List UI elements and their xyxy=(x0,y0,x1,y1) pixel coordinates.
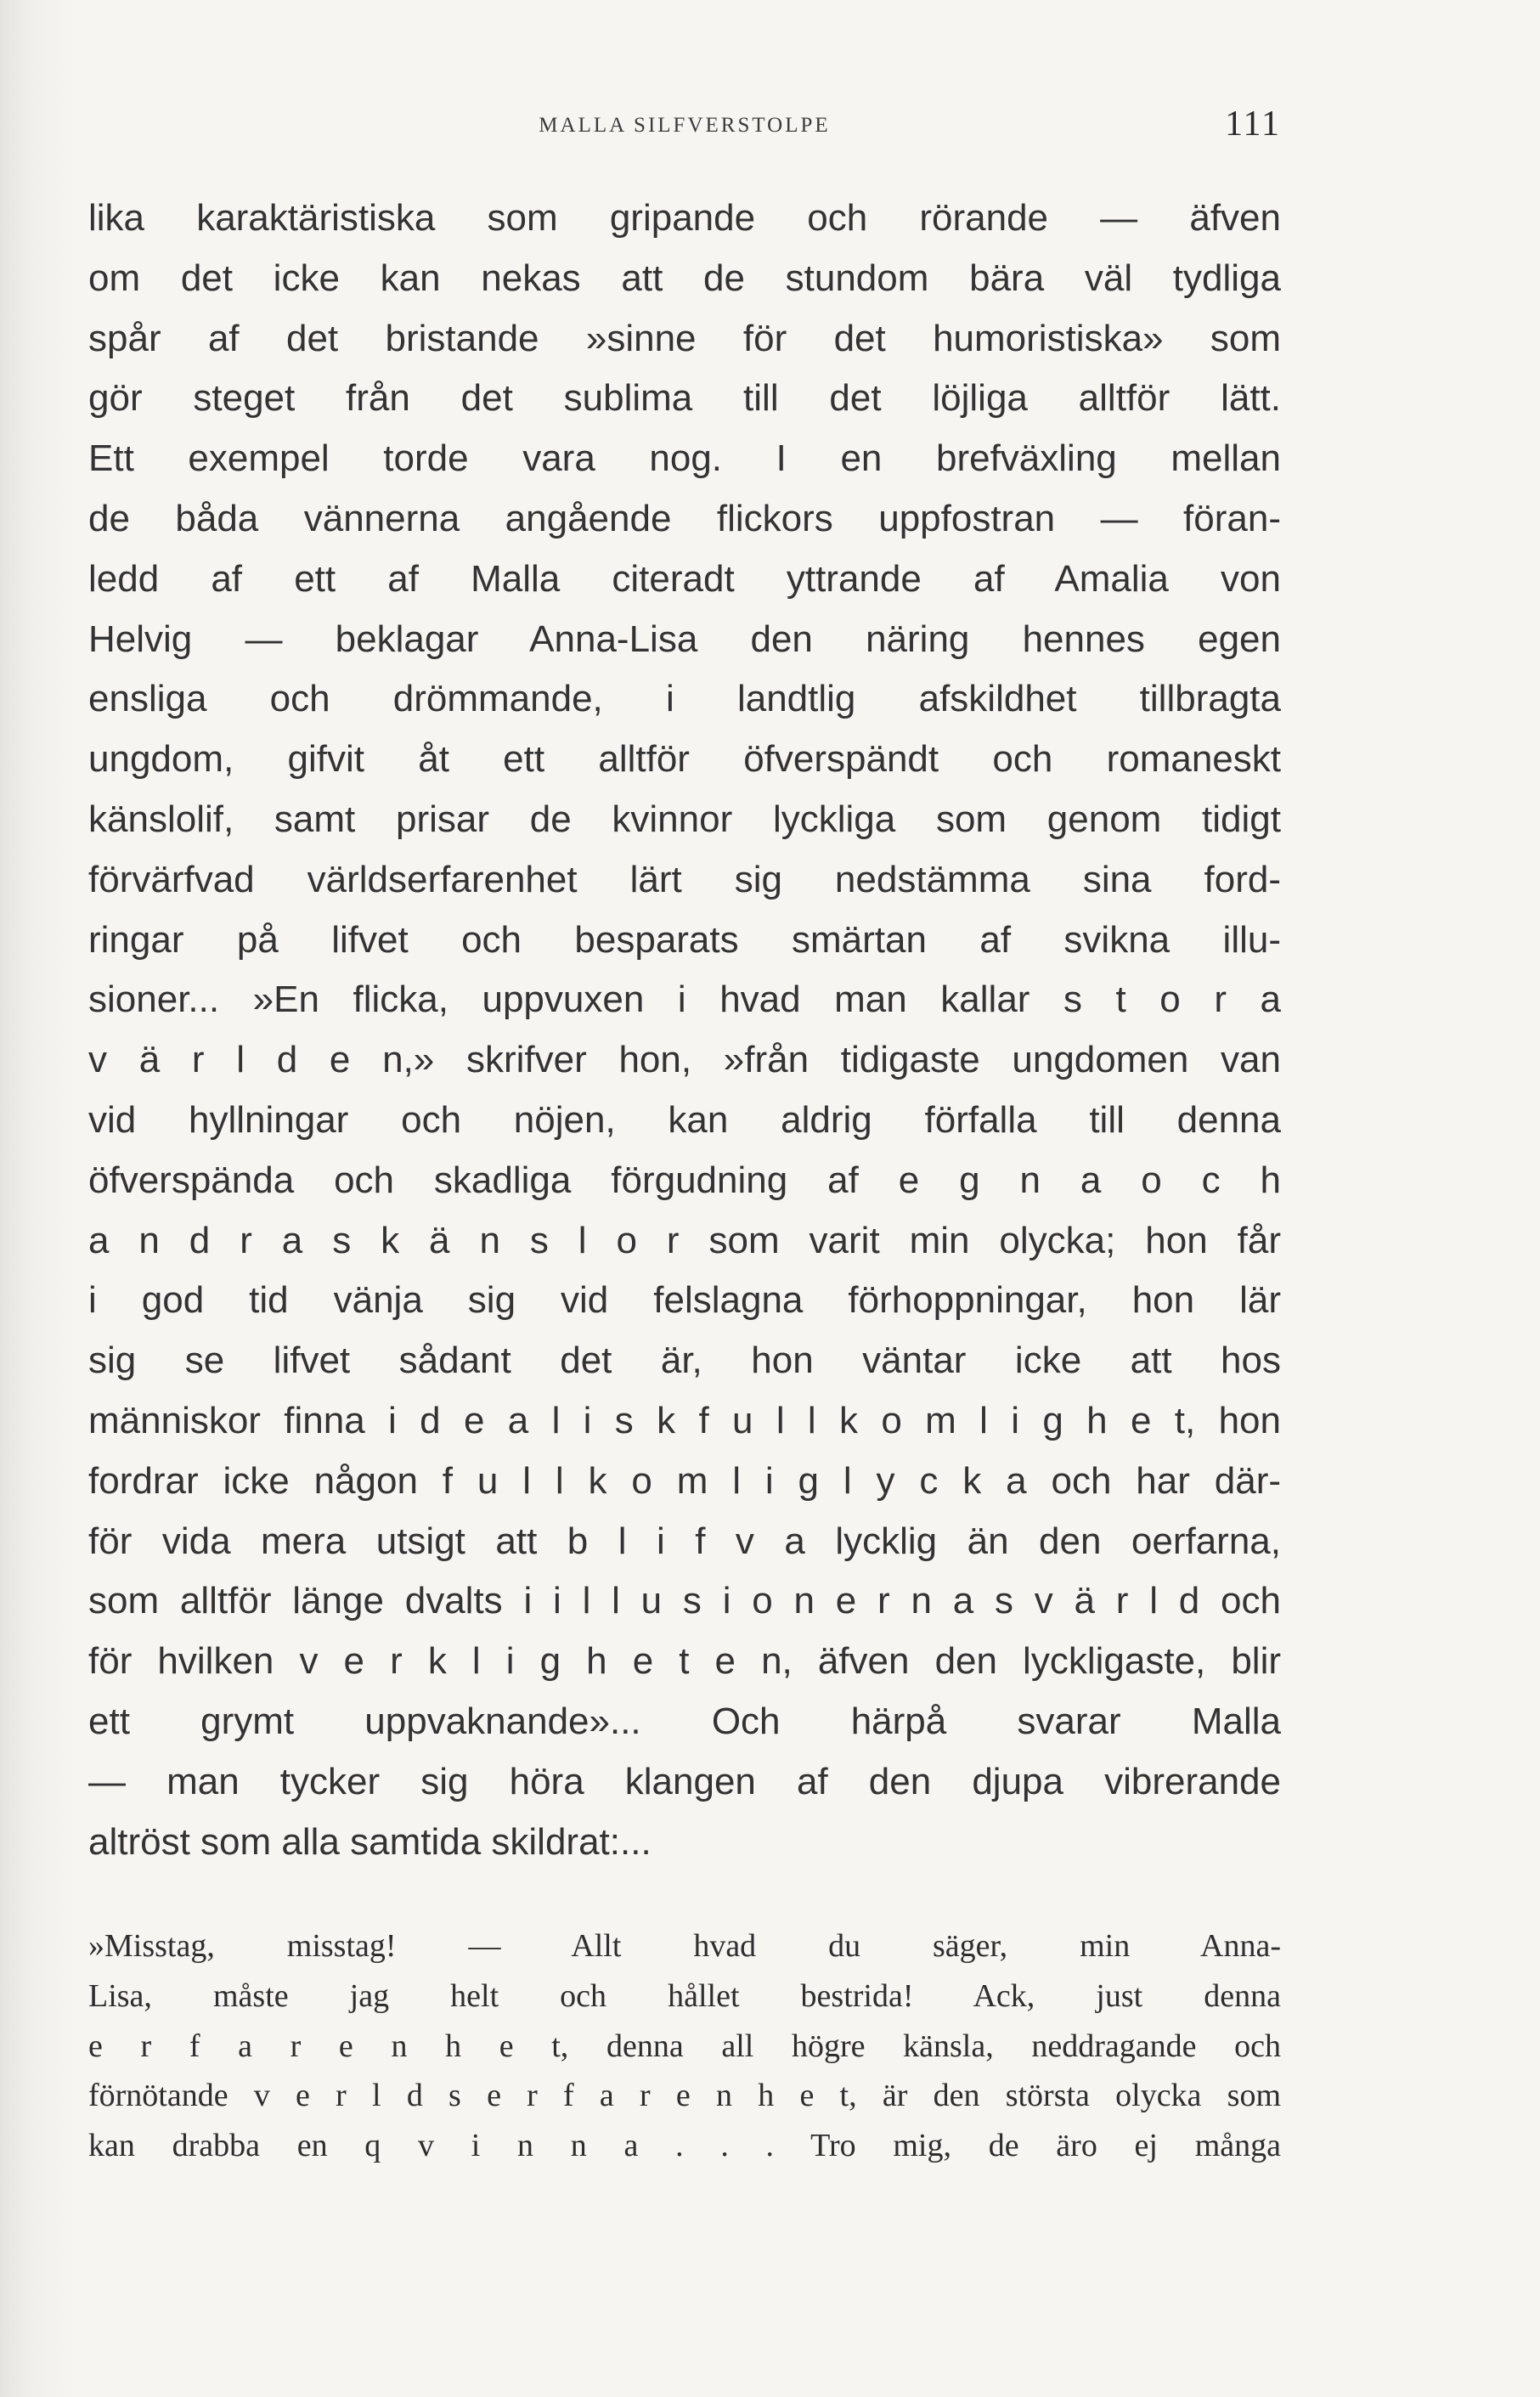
body-line: vid hyllningar och nöjen, kan aldrig förfalla till denna xyxy=(88,1098,1281,1141)
quote-line: förnötande v e r l d s e r f a r e n h e t, är den största olycka som xyxy=(88,2078,1281,2114)
body-line: människor finna i d e a l i s k f u l l k o m l i g h e t, hon xyxy=(88,1399,1281,1441)
body-line: förvärfvad världserfarenhet lärt sig nedstämma sina ford- xyxy=(88,858,1281,900)
page-number: 111 xyxy=(1225,104,1281,144)
body-line: de båda vännerna angående flickors uppfostran — föran- xyxy=(88,497,1281,539)
body-line: i god tid vänja sig vid felslagna förhoppningar, hon lär xyxy=(88,1279,1281,1322)
body-line: a n d r a s k ä n s l o r som varit min olycka; hon får xyxy=(88,1219,1281,1261)
body-line: ungdom, gifvit åt ett alltför öfverspändt och romaneskt xyxy=(88,738,1281,781)
body-line: ledd af ett af Malla citeradt yttrande af Amalia von xyxy=(88,557,1281,600)
body-line: Ett exempel torde vara nog. I en brefväxling mellan xyxy=(88,437,1281,480)
body-line: v ä r l d e n,» skrifver hon, »från tidigaste ungdomen van xyxy=(88,1039,1281,1081)
body-line: ett grymt uppvaknande»... Och härpå svarar Malla xyxy=(88,1700,1281,1742)
body-line: som alltför länge dvalts i i l l u s i o n e r n a s v ä r l d och xyxy=(88,1580,1281,1622)
body-line: öfverspända och skadliga förgudning af e g n a o c h xyxy=(88,1159,1281,1201)
quote-line: Lisa, måste jag helt och hållet bestrida! Ack, just denna xyxy=(88,1977,1281,2014)
body-line: ensliga och drömmande, i landtlig afskildhet tillbragta xyxy=(88,678,1281,720)
body-line: om det icke kan nekas att de stundom bära väl tydliga xyxy=(88,257,1281,299)
body-line: lika karaktäristiska som gripande och rörande — äfven xyxy=(88,197,1281,239)
body-line: gör steget från det sublima till det löjliga alltför lätt. xyxy=(88,377,1281,420)
quote-line: e r f a r e n h e t, denna all högre känsla, neddragande och xyxy=(88,2028,1281,2064)
body-line: för vida mera utsigt att b l i f v a lycklig än den oerfarna, xyxy=(88,1520,1281,1562)
running-head xyxy=(88,100,1281,151)
body-line: fordrar icke någon f u l l k o m l i g l y c k a och har där- xyxy=(88,1459,1281,1502)
quoted-letter xyxy=(88,1921,1281,2171)
body-line: Helvig — beklagar Anna-Lisa den näring hennes egen xyxy=(88,618,1281,660)
running-title: MALLA SILFVERSTOLPE xyxy=(539,114,831,137)
body-line: spår af det bristande »sinne för det humoristiska» som xyxy=(88,317,1281,359)
body-text xyxy=(88,189,1281,1872)
body-line: sig se lifvet sådant det är, hon väntar icke att hos xyxy=(88,1340,1281,1382)
body-line: — man tycker sig höra klangen af den djupa vibrerande xyxy=(88,1760,1281,1802)
body-line: för hvilken v e r k l i g h e t e n, äfven den lyckligaste, blir xyxy=(88,1640,1281,1683)
body-line: ringar på lifvet och besparats smärtan af svikna illu- xyxy=(88,918,1281,961)
body-line-last: altröst som alla samtida skildrat:... xyxy=(88,1820,652,1863)
body-line: känslolif, samt prisar de kvinnor lyckliga som genom tidigt xyxy=(88,798,1281,840)
quote-line: »Misstag, misstag! — Allt hvad du säger, min Anna- xyxy=(88,1928,1281,1964)
quote-line: kan drabba en q v i n n a . . . Tro mig, de äro ej många xyxy=(88,2128,1281,2164)
body-line: sioner... »En flicka, uppvuxen i hvad man kallar s t o r a xyxy=(88,979,1281,1021)
